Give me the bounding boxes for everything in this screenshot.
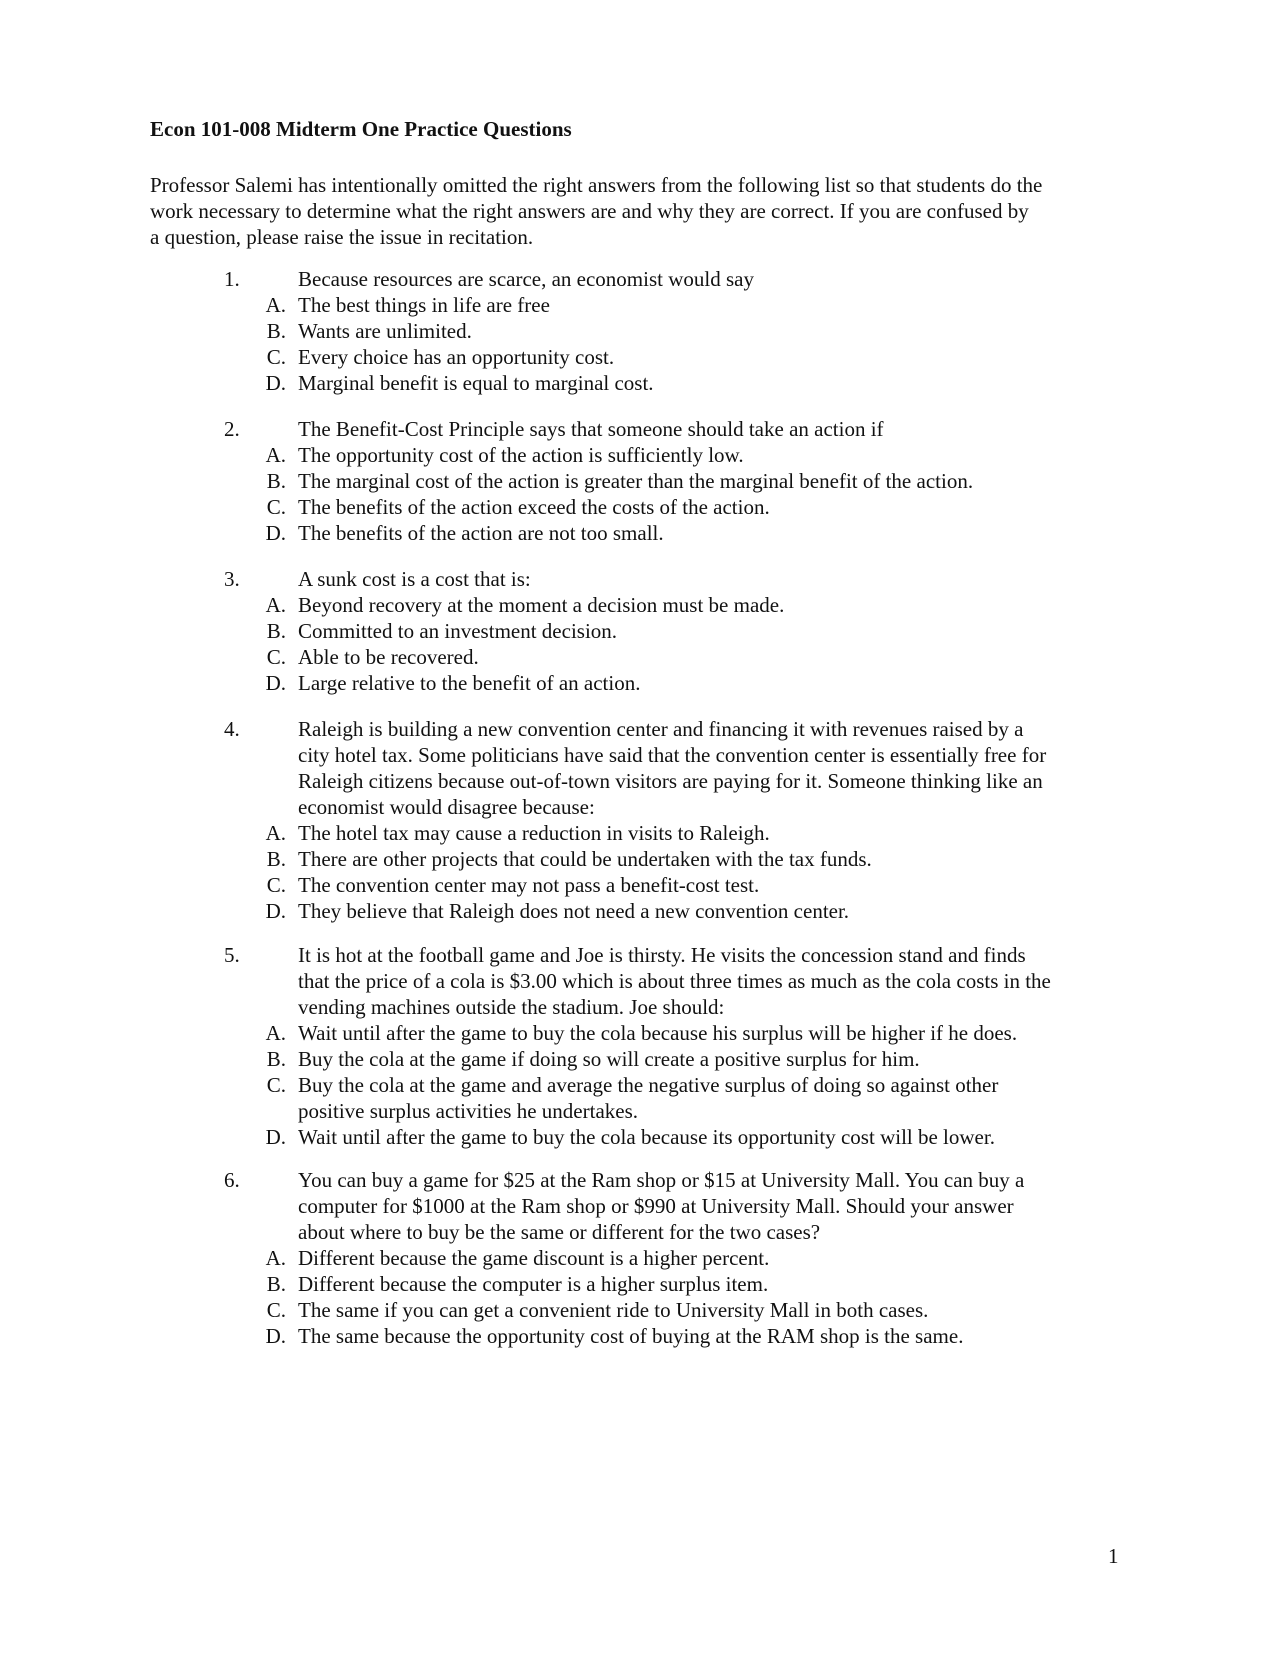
question-stem-line: You can buy a game for $25 at the Ram shop or $15 at University Mall. You can buy a (298, 1168, 1025, 1192)
question-stem-row (0, 566, 1280, 592)
option-letter: D. (265, 521, 286, 545)
option-text: The same because the opportunity cost of buying at the RAM shop is the same. (298, 1324, 964, 1348)
question-stem-row (0, 768, 1280, 794)
answer-option (0, 1046, 1280, 1072)
answer-option (0, 292, 1280, 318)
option-letter: B. (266, 469, 286, 493)
option-letter: D. (265, 1125, 286, 1149)
option-text: Committed to an investment decision. (298, 619, 618, 643)
question-number: 4. (224, 717, 240, 741)
answer-option (0, 1271, 1280, 1297)
question-stem-line: Raleigh is building a new convention center and financing it with revenues raised by a (298, 717, 1024, 741)
option-text: Different because the computer is a higher surplus item. (298, 1272, 769, 1296)
question-stem-row (0, 794, 1280, 820)
answer-option (0, 1020, 1280, 1046)
option-letter: C. (266, 873, 286, 897)
question-item (0, 566, 1280, 696)
option-text: Different because the game discount is a higher percent. (298, 1246, 770, 1270)
option-text: The convention center may not pass a benefit-cost test. (298, 873, 760, 897)
question-stem-row (0, 942, 1280, 968)
question-stem-row (0, 266, 1280, 292)
intro-line: Professor Salemi has intentionally omitted the right answers from the following list so that students do the (150, 173, 1043, 197)
option-text: The best things in life are free (298, 293, 550, 317)
option-text: Buy the cola at the game if doing so will create a positive surplus for him. (298, 1047, 920, 1071)
question-stem-line: A sunk cost is a cost that is: (298, 567, 531, 591)
option-text: The same if you can get a convenient ride to University Mall in both cases. (298, 1298, 929, 1322)
answer-option (0, 344, 1280, 370)
option-letter: C. (266, 1073, 286, 1097)
option-text: Wait until after the game to buy the cola because his surplus will be higher if he does. (298, 1021, 1018, 1045)
question-number: 6. (224, 1168, 240, 1192)
option-text: Buy the cola at the game and average the negative surplus of doing so against other (298, 1073, 999, 1097)
question-stem-row (0, 1167, 1280, 1193)
page-title: Econ 101-008 Midterm One Practice Questions (150, 117, 572, 141)
option-text: Marginal benefit is equal to marginal cost. (298, 371, 654, 395)
option-letter: C. (266, 495, 286, 519)
option-letter: C. (266, 645, 286, 669)
option-text: Able to be recovered. (298, 645, 479, 669)
intro-line: work necessary to determine what the right answers are and why they are correct. If you are confused by (150, 199, 1029, 223)
answer-option (0, 1245, 1280, 1271)
answer-option (0, 618, 1280, 644)
question-stem-line: about where to buy be the same or different for the two cases? (298, 1220, 821, 1244)
option-letter: A. (265, 443, 286, 467)
question-number: 2. (224, 417, 240, 441)
option-letter: B. (266, 847, 286, 871)
answer-option (0, 370, 1280, 396)
option-letter: B. (266, 1047, 286, 1071)
question-stem-line: that the price of a cola is $3.00 which is about three times as much as the cola costs in the (298, 969, 1051, 993)
option-letter: B. (266, 619, 286, 643)
option-letter: B. (266, 319, 286, 343)
option-text: The hotel tax may cause a reduction in visits to Raleigh. (298, 821, 770, 845)
question-item (0, 716, 1280, 924)
question-stem-line: city hotel tax. Some politicians have said that the convention center is essentially free for (298, 743, 1047, 767)
option-letter: C. (266, 345, 286, 369)
option-letter: A. (265, 293, 286, 317)
option-text: The marginal cost of the action is greater than the marginal benefit of the action. (298, 469, 974, 493)
question-number: 3. (224, 567, 240, 591)
question-stem-line: computer for $1000 at the Ram shop or $990 at University Mall. Should your answer (298, 1194, 1014, 1218)
option-letter: A. (265, 1246, 286, 1270)
question-stem-row (0, 742, 1280, 768)
option-letter: D. (265, 1324, 286, 1348)
question-stem-line: Raleigh citizens because out-of-town visitors are paying for it. Someone thinking like an (298, 769, 1043, 793)
option-text: The benefits of the action exceed the costs of the action. (298, 495, 770, 519)
option-letter: D. (265, 671, 286, 695)
question-stem-row (0, 416, 1280, 442)
answer-option (0, 1297, 1280, 1323)
question-stem-row (0, 994, 1280, 1020)
answer-option (0, 494, 1280, 520)
option-text: Every choice has an opportunity cost. (298, 345, 615, 369)
option-text: Wants are unlimited. (298, 319, 472, 343)
option-letter: A. (265, 593, 286, 617)
option-letter: A. (265, 1021, 286, 1045)
question-item (0, 266, 1280, 396)
answer-option (0, 1124, 1280, 1150)
answer-option (0, 846, 1280, 872)
question-stem-row (0, 968, 1280, 994)
question-stem-line: The Benefit-Cost Principle says that someone should take an action if (298, 417, 884, 441)
intro-line: a question, please raise the issue in recitation. (150, 225, 534, 249)
option-text: They believe that Raleigh does not need a new convention center. (298, 899, 850, 923)
question-stem-row (0, 1193, 1280, 1219)
question-stem-row (0, 716, 1280, 742)
question-stem-line: Because resources are scarce, an economist would say (298, 267, 754, 291)
question-number: 1. (224, 267, 240, 291)
answer-option (0, 820, 1280, 846)
question-stem-line: economist would disagree because: (298, 795, 595, 819)
question-item (0, 416, 1280, 546)
question-number: 5. (224, 943, 240, 967)
answer-option (0, 898, 1280, 924)
question-stem-row (0, 1219, 1280, 1245)
option-letter: D. (265, 899, 286, 923)
option-letter: A. (265, 821, 286, 845)
option-letter: D. (265, 371, 286, 395)
answer-option (0, 1323, 1280, 1349)
answer-option (0, 670, 1280, 696)
question-stem-line: It is hot at the football game and Joe is thirsty. He visits the concession stand and finds (298, 943, 1026, 967)
question-stem-line: vending machines outside the stadium. Joe should: (298, 995, 725, 1019)
answer-option (0, 442, 1280, 468)
option-text: Large relative to the benefit of an action. (298, 671, 641, 695)
option-text: The opportunity cost of the action is sufficiently low. (298, 443, 744, 467)
option-text: positive surplus activities he undertakes. (298, 1099, 639, 1123)
option-text: Beyond recovery at the moment a decision must be made. (298, 593, 785, 617)
answer-option (0, 644, 1280, 670)
option-letter: C. (266, 1298, 286, 1322)
question-item (0, 1167, 1280, 1349)
answer-option (0, 1098, 1280, 1124)
answer-option (0, 520, 1280, 546)
option-text: There are other projects that could be undertaken with the tax funds. (298, 847, 872, 871)
question-item (0, 942, 1280, 1150)
answer-option (0, 318, 1280, 344)
answer-option (0, 872, 1280, 898)
option-letter: B. (266, 1272, 286, 1296)
intro-paragraph (150, 172, 1130, 250)
answer-option (0, 592, 1280, 618)
answer-option (0, 468, 1280, 494)
answer-option (0, 1072, 1280, 1098)
option-text: Wait until after the game to buy the cola because its opportunity cost will be lower. (298, 1125, 995, 1149)
option-text: The benefits of the action are not too small. (298, 521, 664, 545)
page-number: 1 (1108, 1544, 1119, 1568)
